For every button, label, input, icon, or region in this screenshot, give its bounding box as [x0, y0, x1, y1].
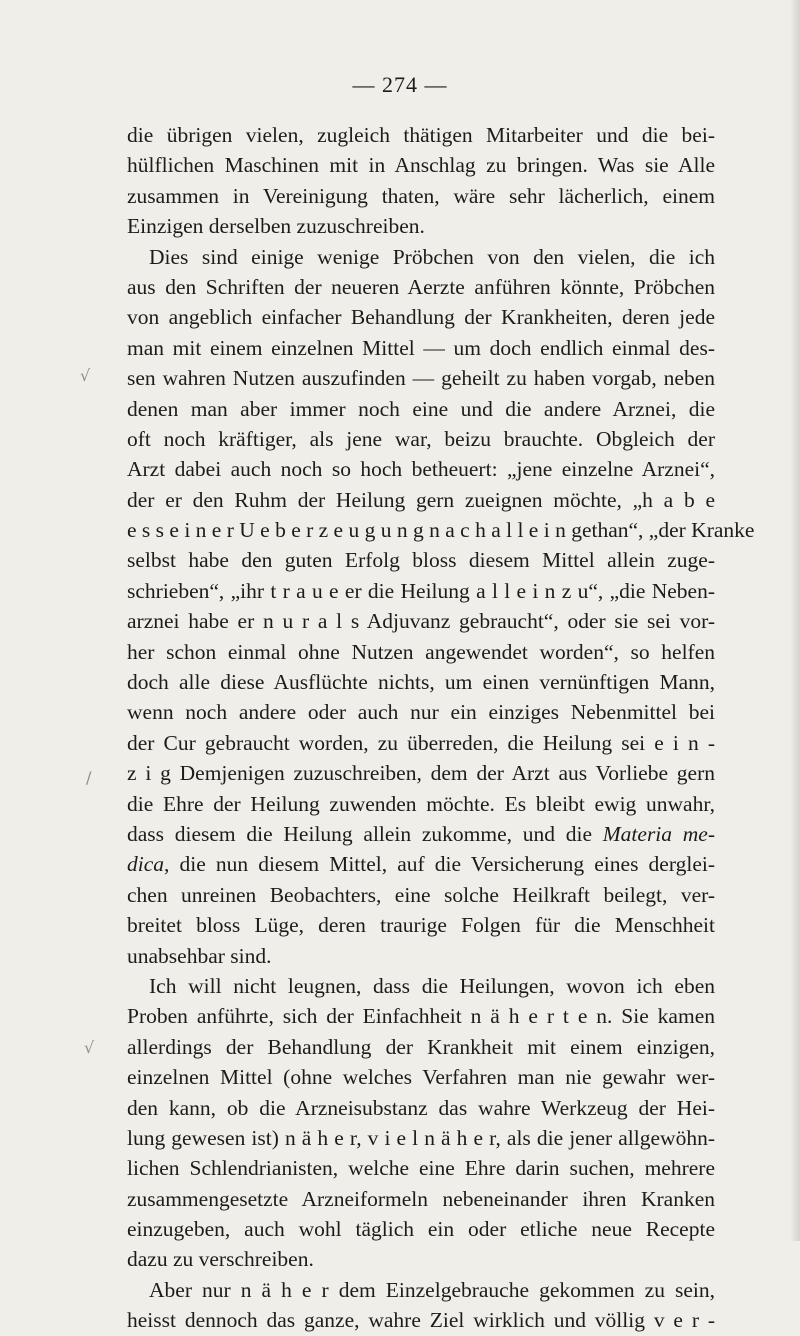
page-edge-shadow: [790, 0, 800, 1241]
text-segment: dass diesem die Heilung allein zukomme, und die: [127, 821, 593, 846]
text-line: chen unreinen Beobachters, eine solche Heilkraft beilegt, ver-: [127, 882, 715, 907]
margin-check-mark-2: √: [84, 1038, 95, 1057]
text-line: der Cur gebraucht worden, zu überreden, die Heilung sei e i n -: [127, 730, 715, 755]
text-line: von angeblich einfacher Behandlung der Krankheiten, deren jede: [127, 305, 715, 330]
text-line: einzugeben, auch wohl täglich ein oder etliche neue Recepte: [127, 1217, 715, 1242]
text-line: die Ehre der Heilung zuwenden möchte. Es bleibt ewig unwahr,: [127, 791, 715, 816]
text-line: die übrigen vielen, zugleich thätigen Mitarbeiter und die bei-: [127, 123, 715, 147]
text-line: selbst habe den guten Erfolg bloss diesem Mittel allein zuge-: [127, 548, 715, 573]
text-line: zusammengesetzte Arzneiformeln nebeneinander ihren Kranken: [127, 1186, 715, 1211]
text-line: lichen Schlendrianisten, welche eine Ehre darin suchen, mehrere: [127, 1156, 715, 1181]
text-line: zusammen in Vereinigung thaten, wäre sehr lächerlich, einem: [127, 183, 715, 208]
text-line: [127, 849, 715, 879]
text-line: unabsehbar sind.: [127, 943, 272, 968]
text-line: allerdings der Behandlung der Krankheit mit einem einzigen,: [127, 1034, 715, 1059]
text-line: her schon einmal ohne Nutzen angewendet worden“, so helfen: [127, 639, 715, 664]
text-line: dazu zu verschreiben.: [127, 1247, 314, 1272]
text-line-with-italic: [127, 819, 715, 849]
text-line: schrieben“, „ihr t r a u e er die Heilung a l l e i n z u“, „die Neben-: [127, 578, 715, 603]
text-line: Einzigen derselben zuzuschreiben.: [127, 214, 425, 239]
text-line: den kann, ob die Arzneisubstanz das wahre Werkzeug der Hei-: [127, 1095, 715, 1120]
text-line: breitet bloss Lüge, deren traurige Folgen für die Menschheit: [127, 913, 715, 938]
text-line: Ich will nicht leugnen, dass die Heilungen, wovon ich eben: [149, 973, 715, 998]
text-line: heisst dennoch das ganze, wahre Ziel wirklich und völlig v e r -: [127, 1308, 715, 1333]
text-line: wenn noch andere oder auch nur ein einziges Nebenmittel bei: [127, 700, 715, 725]
text-line: Arzt dabei auch noch so hoch betheuert: „jene einzelne Arznei“,: [127, 457, 715, 482]
text-line: der er den Ruhm der Heilung gern zueignen möchte, „h a b e: [127, 487, 715, 512]
body-text: [127, 120, 755, 1336]
text-segment: , die nun diesem Mittel, auf die Versicherung eines derglei-: [164, 852, 715, 877]
text-line: doch alle diese Ausflüchte nichts, um einen vernünftigen Mann,: [127, 670, 715, 695]
margin-slash-mark: /: [86, 768, 92, 787]
text-line: aus den Schriften der neueren Aerzte anführen könnte, Pröbchen: [127, 274, 715, 299]
text-line: hülflichen Maschinen mit in Anschlag zu bringen. Was sie Alle: [127, 153, 715, 178]
page-number: — 274 —: [352, 72, 448, 97]
text-line: Dies sind einige wenige Pröbchen von den vielen, die ich: [149, 244, 715, 269]
italic-term: Materia me-: [602, 821, 715, 846]
text-line: man mit einem einzelnen Mittel — um doch endlich einmal des-: [127, 335, 715, 360]
italic-term-continued: dica: [127, 852, 165, 877]
text-line: einzelnen Mittel (ohne welches Verfahren man nie gewahr wer-: [127, 1065, 715, 1090]
text-line: e s s e i n e r U e b e r z e u g u n g n a c h a l l e i n gethan“, „der Kranke: [127, 518, 755, 543]
text-line: Aber nur n ä h e r dem Einzelgebrauche gekommen zu sein,: [149, 1277, 715, 1302]
text-line: sen wahren Nutzen auszufinden — geheilt zu haben vorgab, neben: [127, 366, 715, 391]
text-line: Proben anführte, sich der Einfachheit n ä h e r t e n. Sie kamen: [127, 1004, 715, 1029]
text-line: denen man aber immer noch eine und die andere Arznei, die: [127, 396, 715, 421]
text-line: lung gewesen ist) n ä h e r, v i e l n ä h e r, als die jener allgewöhn-: [127, 1125, 715, 1150]
margin-check-mark: √: [80, 366, 91, 385]
text-line: arznei habe er n u r a l s Adjuvanz gebraucht“, oder sie sei vor-: [127, 609, 715, 634]
text-line: oft noch kräftiger, als jene war, beizu brauchte. Obgleich der: [127, 426, 715, 451]
text-line: z i g Demjenigen zuzuschreiben, dem der Arzt aus Vorliebe gern: [127, 761, 715, 786]
